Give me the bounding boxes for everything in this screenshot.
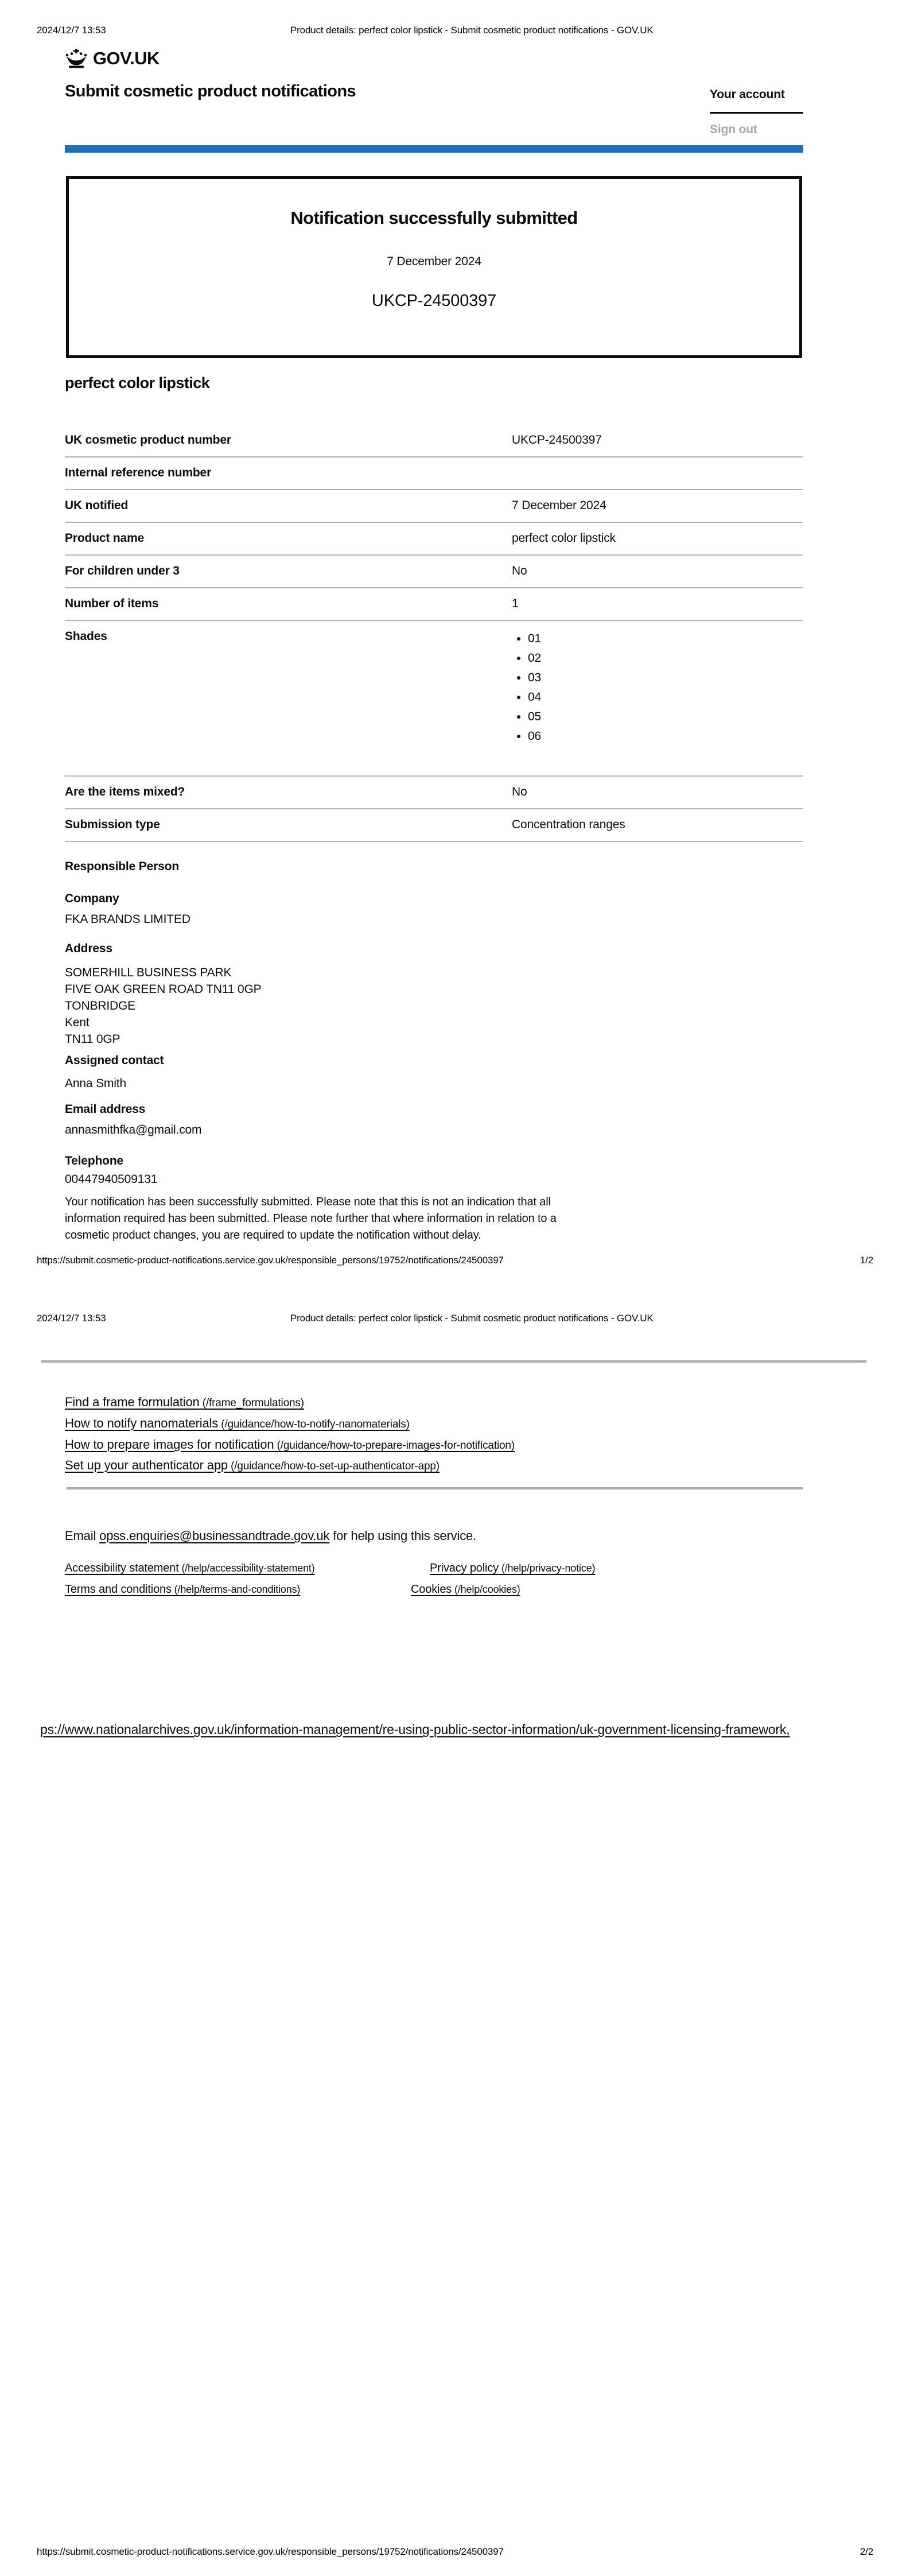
address-line: SOMERHILL BUSINESS PARK — [65, 966, 232, 979]
footer-link-accessibility[interactable] — [65, 1562, 315, 1575]
summary-label: Are the items mixed? — [65, 785, 185, 798]
govuk-logotype: GOV.UK — [93, 48, 160, 68]
summary-row — [65, 621, 803, 777]
print-header-title: Product details: perfect color lipstick - Submit cosmetic product notifications - GOV.UK — [290, 25, 654, 36]
address-line: TN11 0GP — [65, 1033, 120, 1046]
help-suffix: for help using this service. — [329, 1528, 477, 1543]
crown-icon — [65, 49, 88, 68]
brand-blue-bar — [65, 145, 803, 153]
telephone-label: Telephone — [65, 1154, 124, 1167]
link-label: Set up your authenticator app — [65, 1458, 228, 1472]
summary-value: 1 — [512, 597, 519, 610]
summary-label: Submission type — [65, 818, 160, 831]
summary-row — [65, 556, 803, 588]
link-label: Accessibility statement — [65, 1562, 179, 1574]
print-footer-url: https://submit.cosmetic-product-notifications.service.gov.uk/responsible_persons/19752/notifications/24500397 — [37, 2546, 504, 2557]
confirmation-panel — [66, 176, 802, 358]
shade-item: • 01 — [528, 629, 803, 649]
footer-top-rule — [41, 1360, 866, 1363]
summary-label: UK notified — [65, 499, 129, 512]
link-label: How to notify nanomaterials — [65, 1416, 219, 1430]
national-archives-licence-link[interactable]: ps://www.nationalarchives.gov.uk/information-management/re-using-public-sector-information/uk-government-licensing-framework, — [40, 1722, 790, 1737]
help-prefix: Email — [65, 1528, 100, 1543]
related-link-nanomaterials[interactable] — [65, 1416, 410, 1431]
link-path: (/guidance/how-to-set-up-authenticator-app) — [228, 1460, 440, 1472]
summary-value: UKCP-24500397 — [512, 433, 602, 447]
summary-row — [65, 777, 803, 809]
summary-label: UK cosmetic product number — [65, 433, 231, 447]
link-label: Find a frame formulation — [65, 1395, 200, 1409]
related-link-prepare-images[interactable] — [65, 1437, 515, 1452]
link-path: (/help/privacy-notice) — [499, 1562, 596, 1574]
responsible-person-heading: Responsible Person — [65, 860, 180, 873]
link-label: Cookies — [411, 1583, 452, 1596]
link-label: Terms and conditions — [65, 1583, 172, 1596]
note-line: information required has been submitted. Please note further that where information in relation to a — [65, 1212, 557, 1225]
summary-value: No — [512, 785, 527, 798]
address-line: TONBRIDGE — [65, 999, 136, 1012]
your-account-link[interactable]: Your account — [710, 88, 785, 101]
print-header-title: Product details: perfect color lipstick - Submit cosmetic product notifications - GOV.UK — [290, 1313, 654, 1324]
summary-value: Concentration ranges — [512, 818, 625, 831]
company-label: Company — [65, 892, 119, 905]
summary-row — [65, 523, 803, 556]
summary-row — [65, 457, 803, 490]
summary-value — [512, 629, 803, 766]
related-link-frame-formulation[interactable] — [65, 1395, 304, 1410]
summary-value — [512, 465, 803, 480]
panel-title: Notification successfully submitted — [290, 208, 578, 228]
address-label: Address — [65, 942, 112, 955]
shade-item: • 05 — [528, 707, 803, 727]
link-label: How to prepare images for notification — [65, 1437, 274, 1452]
shade-item: • 04 — [528, 688, 803, 707]
summary-row — [65, 809, 803, 842]
related-link-authenticator-app[interactable] — [65, 1458, 440, 1473]
help-email-link[interactable]: opss.enquiries@businessandtrade.gov.uk — [99, 1528, 330, 1543]
note-line: cosmetic product changes, you are required to update the notification without delay. — [65, 1229, 481, 1242]
assigned-contact-value: Anna Smith — [65, 1077, 126, 1090]
company-value: FKA BRANDS LIMITED — [65, 913, 190, 926]
telephone-value: 00447940509131 — [65, 1173, 158, 1186]
sign-out-link[interactable]: Sign out — [710, 123, 757, 136]
service-name[interactable]: Submit cosmetic product notifications — [65, 82, 356, 100]
summary-label: Internal reference number — [65, 466, 212, 479]
product-summary-table — [65, 425, 803, 842]
link-path: (/help/cookies) — [452, 1584, 520, 1595]
link-path: (/guidance/how-to-notify-nanomaterials) — [218, 1418, 410, 1430]
link-path: (/frame_formulations) — [199, 1397, 304, 1409]
account-underline — [710, 112, 803, 114]
shade-item: • 03 — [528, 668, 803, 688]
govuk-logo[interactable] — [65, 46, 160, 71]
print-header-datetime: 2024/12/7 13:53 — [37, 25, 106, 36]
summary-label: Number of items — [65, 597, 159, 610]
print-footer-page: 2/2 — [860, 2546, 873, 2557]
summary-value: perfect color lipstick — [512, 532, 616, 545]
address-line: Kent — [65, 1016, 90, 1029]
summary-value: 7 December 2024 — [512, 499, 606, 512]
panel-reference: UKCP-24500397 — [371, 292, 497, 310]
footer-link-cookies[interactable] — [411, 1583, 520, 1596]
footer-link-terms[interactable] — [65, 1583, 300, 1596]
note-line: Your notification has been successfully submitted. Please note that this is not an indication that all — [65, 1196, 551, 1208]
summary-label: Product name — [65, 532, 145, 545]
link-path: (/guidance/how-to-prepare-images-for-notification) — [274, 1440, 515, 1452]
summary-row — [65, 425, 803, 457]
link-path: (/help/accessibility-statement) — [178, 1562, 315, 1574]
summary-row — [65, 588, 803, 621]
footer-link-privacy[interactable] — [430, 1562, 595, 1575]
print-footer-page: 1/2 — [860, 1255, 873, 1266]
address-line: FIVE OAK GREEN ROAD TN11 0GP — [65, 983, 262, 996]
link-label: Privacy policy — [430, 1562, 499, 1574]
panel-date: 7 December 2024 — [387, 255, 481, 268]
submission-note — [65, 1194, 557, 1244]
address-value — [65, 964, 262, 1048]
help-line — [65, 1528, 476, 1543]
email-value: annasmithfka@gmail.com — [65, 1123, 202, 1136]
shade-item: • 06 — [528, 727, 803, 746]
summary-value: No — [512, 564, 527, 577]
summary-label: For children under 3 — [65, 564, 180, 577]
print-header-datetime: 2024/12/7 13:53 — [37, 1313, 106, 1324]
print-footer-url: https://submit.cosmetic-product-notifications.service.gov.uk/responsible_persons/19752/notifications/24500397 — [37, 1255, 504, 1266]
email-label: Email address — [65, 1103, 146, 1116]
summary-label: Shades — [65, 630, 107, 643]
link-path: (/help/terms-and-conditions) — [171, 1584, 301, 1595]
product-heading: perfect color lipstick — [65, 374, 210, 391]
summary-row — [65, 490, 803, 523]
assigned-contact-label: Assigned contact — [65, 1054, 164, 1067]
shade-item: • 02 — [528, 649, 803, 668]
footer-divider-rule — [67, 1487, 803, 1489]
shades-list — [512, 629, 803, 746]
